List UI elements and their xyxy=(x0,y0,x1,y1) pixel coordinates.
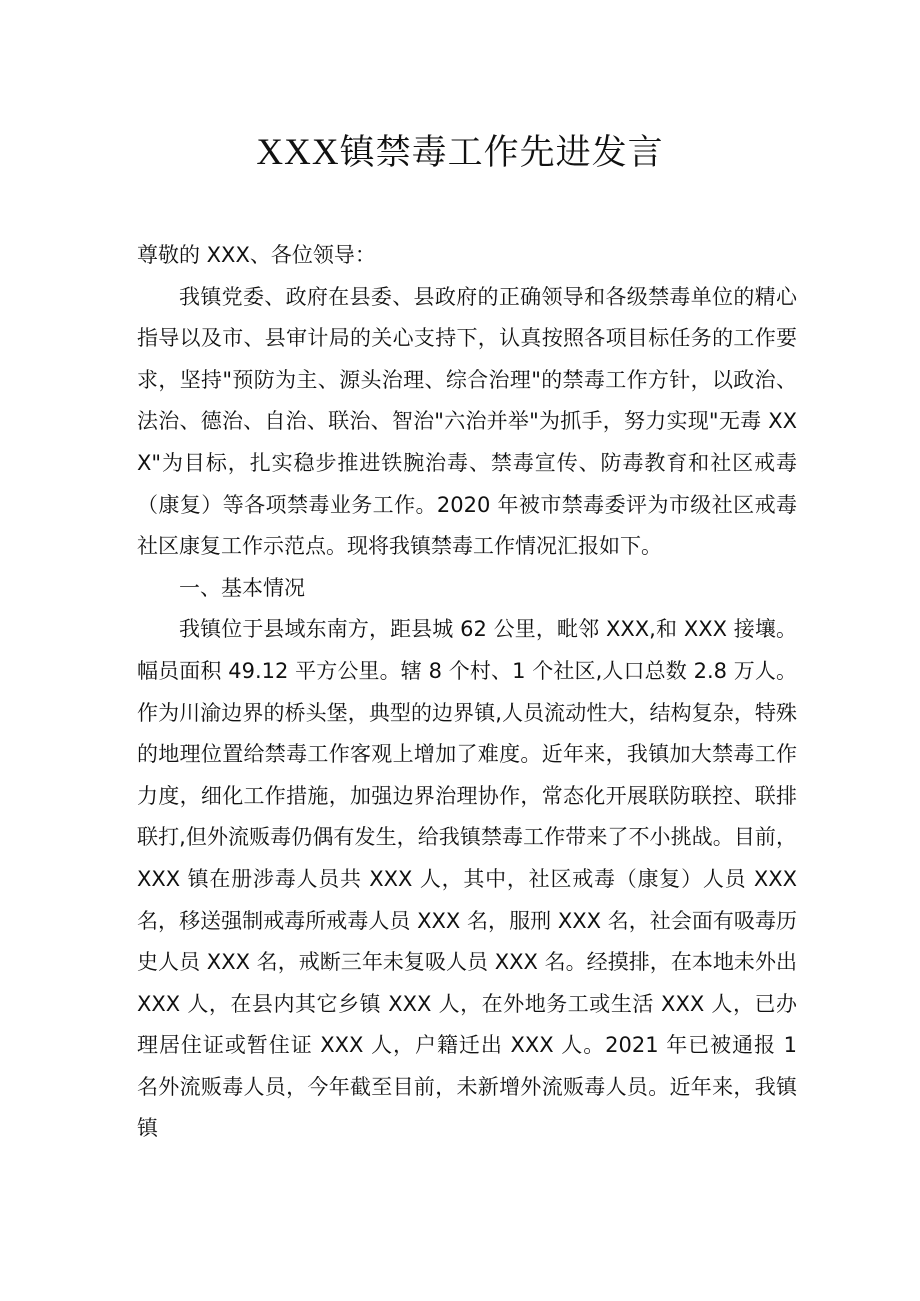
title-cjk-part: 镇禁毒工作先进发言 xyxy=(339,133,664,173)
document-body xyxy=(137,235,797,1150)
section-paragraph: 我镇位于县域东南方，距县城 62 公里，毗邻 XXX,和 XXX 接壤。幅员面积 49.12 平方公里。辖 8 个村、1 个社区,人口总数 2.8 万人。作为川渝边界的桥头堡，典型的边界镇,人员流动性大，结构复杂，特殊的地理位置给禁毒工作客观上增加了难度。近年来，我镇加大禁毒工作力度，细化工作措施，加强边界治理协作，常态化开展联防联控、联排联打,但外流贩毒仍偶有发生，给我镇禁毒工作带来了不小挑战。目前，XXX 镇在册涉毒人员共 XXX 人，其中，社区戒毒（康复）人员 XXX 名，移送强制戒毒所戒毒人员 XXX 名，服刑 XXX 名，社会面有吸毒历史人员 XXX 名，戒断三年未复吸人员 XXX 名。经摸排，在本地未外出 XXX 人，在县内其它乡镇 XXX 人，在外地务工或生活 XXX 人，已办理居住证或暂住证 XXX 人，户籍迁出 XXX 人。2021 年已被通报 1 名外流贩毒人员，今年截至目前，未新增外流贩毒人员。近年来，我镇镇 xyxy=(137,617,797,1141)
section-heading: 一、基本情况 xyxy=(179,575,305,600)
title-latin-part: XXX xyxy=(256,132,340,173)
salutation: 尊敬的 XXX、各位领导： xyxy=(137,243,376,267)
intro-paragraph: 我镇党委、政府在县委、县政府的正确领导和各级禁毒单位的精心指导以及市、县审计局的关心支持下，认真按照各项目标任务的工作要求，坚持"预防为主、源头治理、综合治理"的禁毒工作方针，以政治、法治、德治、自治、联治、智治"六治并举"为抓手，努力实现"无毒 XXX"为目标，扎实稳步推进铁腕治毒、禁毒宣传、防毒教育和社区戒毒（康复）等各项禁毒业务工作。2020 年被市禁毒委评为市级社区戒毒社区康复工作示范点。现将我镇禁毒工作情况汇报如下。 xyxy=(137,284,797,559)
page-title xyxy=(0,128,920,178)
